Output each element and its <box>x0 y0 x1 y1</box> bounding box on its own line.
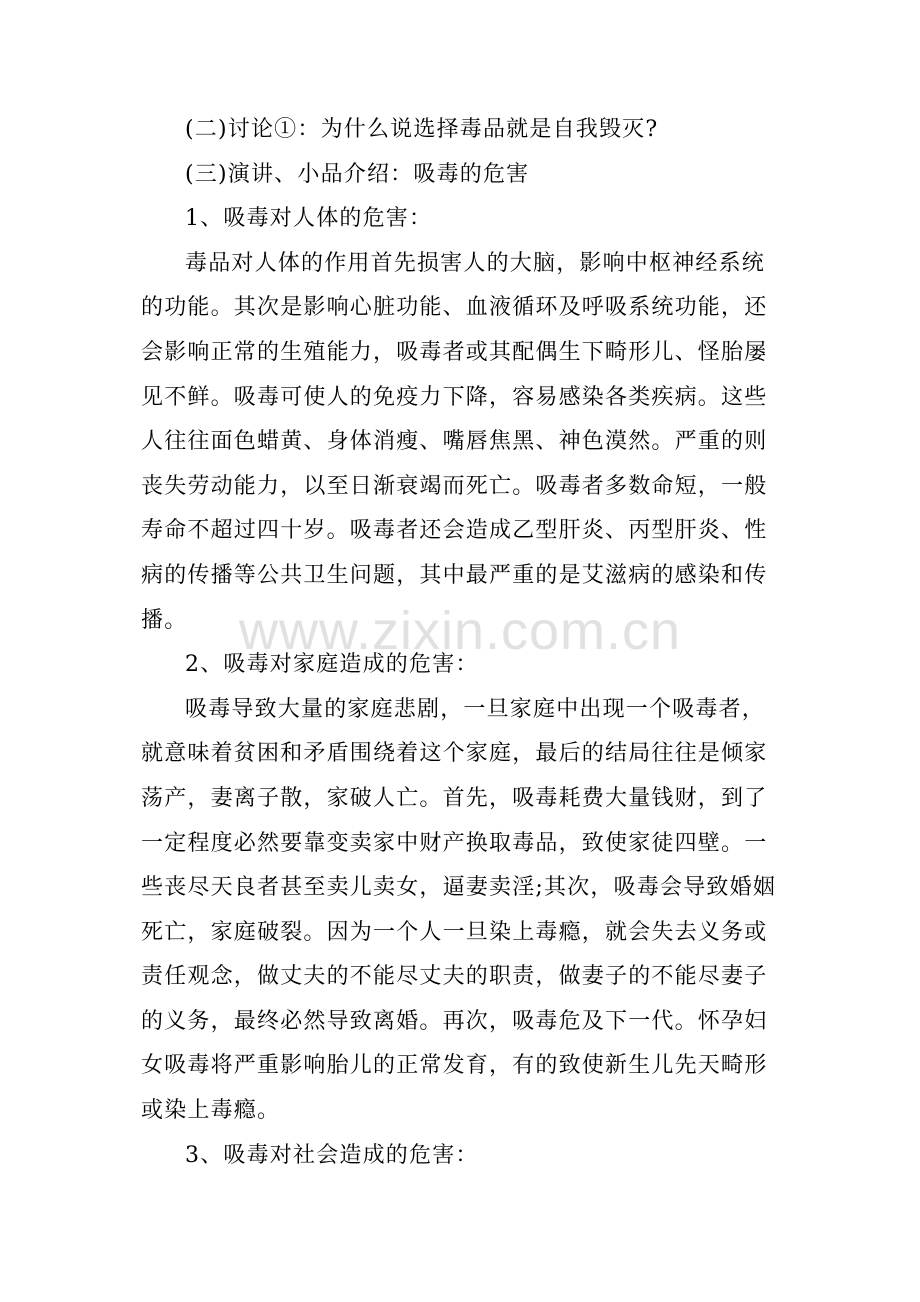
paragraph-line: 会影响正常的生殖能力，吸毒者或其配偶生下畸形儿、怪胎屡 <box>141 339 768 365</box>
watermark: www.zixin.com.cn <box>238 601 682 661</box>
paragraph-line: 寿命不超过四十岁。吸毒者还会造成乙型肝炎、丙型肝炎、性 <box>141 518 768 544</box>
paragraph-line: 一定程度必然要靠变卖家中财产换取毒品，致使家徒四壁。一 <box>141 830 768 856</box>
paragraph-line: 毒品对人体的作用首先损害人的大脑，影响中枢神经系统 <box>185 250 766 276</box>
paragraph-body-harm <box>141 242 783 643</box>
paragraph-line: 荡产，妻离子散，家破人亡。首先，吸毒耗费大量钱财，到了 <box>141 785 768 811</box>
section-speech: (三)演讲、小品介绍：吸毒的危害 <box>185 161 530 187</box>
document-body <box>141 108 783 1178</box>
paragraph-line: 见不鲜。吸毒可使人的免疫力下降，容易感染各类疾病。这些 <box>141 384 768 410</box>
paragraph-line: 的功能。其次是影响心脏功能、血液循环及呼吸系统功能，还 <box>141 295 768 321</box>
section-discussion: (二)讨论①：为什么说选择毒品就是自我毁灭? <box>185 117 659 142</box>
paragraph-line: 女吸毒将严重影响胎儿的正常发育，有的致使新生儿先天畸形 <box>141 1053 768 1079</box>
heading-society-harm: 3、吸毒对社会造成的危害： <box>185 1142 479 1168</box>
paragraph-line: 责任观念，做丈夫的不能尽丈夫的职责，做妻子的不能尽妻子 <box>141 964 768 990</box>
paragraph-line: 死亡，家庭破裂。因为一个人一旦染上毒瘾，就会失去义务或 <box>141 919 768 945</box>
paragraph-line: 就意味着贫困和矛盾围绕着这个家庭，最后的结局往往是倾家 <box>141 741 768 767</box>
paragraph-line: 吸毒导致大量的家庭悲剧，一旦家庭中出现一个吸毒者， <box>185 696 766 722</box>
paragraph-line: 或染上毒瘾。 <box>141 1098 281 1124</box>
heading-family-harm: 2、吸毒对家庭造成的危害： <box>185 652 479 678</box>
paragraph-line: 播。 <box>141 607 188 633</box>
paragraph-line: 丧失劳动能力，以至日渐衰竭而死亡。吸毒者多数命短，一般 <box>141 473 768 499</box>
heading-body-harm: 1、吸毒对人体的危害： <box>185 206 433 232</box>
paragraph-family-harm <box>141 688 783 1134</box>
paragraph-line: 人往往面色蜡黄、身体消瘦、嘴唇焦黑、神色漠然。严重的则 <box>141 429 768 455</box>
paragraph-line: 病的传播等公共卫生问题，其中最严重的是艾滋病的感染和传 <box>141 562 768 588</box>
paragraph-line: 的义务，最终必然导致离婚。再次，吸毒危及下一代。怀孕妇 <box>141 1008 768 1034</box>
paragraph-line: 些丧尽天良者甚至卖儿卖女，逼妻卖淫;其次，吸毒会导致婚姻 <box>141 875 777 901</box>
